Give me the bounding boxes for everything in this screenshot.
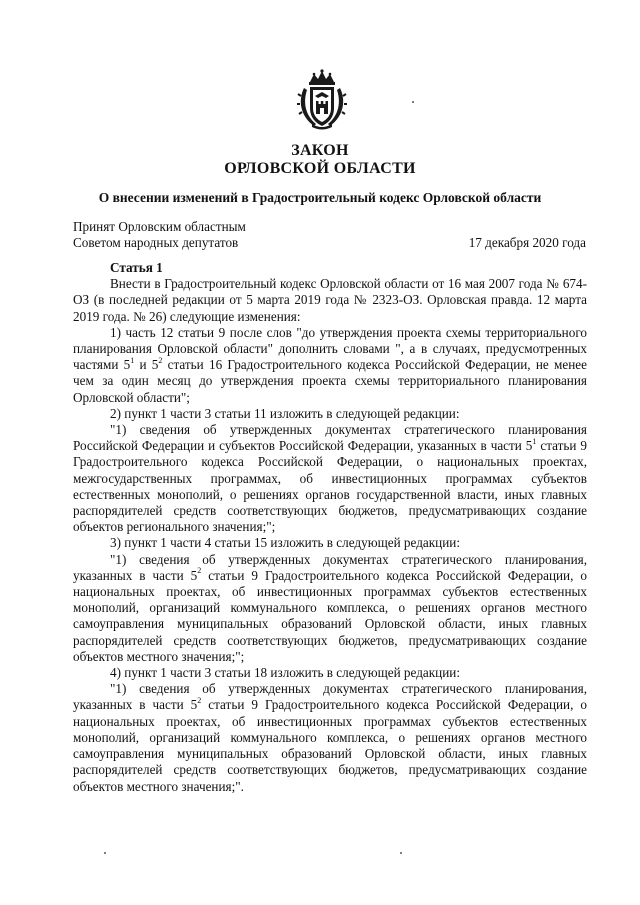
amendment-3-text: "1) сведения об утвержденных документах стратегического планирования, указанных в части $5^2$ статьи 9 Градостроительного кодекса Российской Федерации, о национальных проектах, об инвестиционных программах субъектов естественных монополий, организаций коммунального комплекса, о решениях органов местного самоуправления муниципальных образований Орловской области, иных главных распорядителей средств соответствующих бюджетов, предусматривающих создание объектов местного значения;"; xyxy=(73,551,588,664)
amendment-4: 4) пункт 1 части 3 статьи 18 изложить в следующей редакции: xyxy=(110,665,461,681)
amendment-1: 1) часть 12 статьи 9 после слов "до утверждения проекта схемы территориального планирования Орловской области" дополнить словами ", а в случаях, предусмотренных частями $5^1$ и $5^2$ статьи 16 Градостроительного кодекса Российской Федерации, не менее чем за один месяц до утверждения проекта схемы территориального планирования Орловской области"; xyxy=(73,324,587,405)
adoption-line-2: Советом народных депутатов xyxy=(73,235,239,250)
coat-of-arms-icon xyxy=(296,68,348,130)
scan-speck xyxy=(412,101,414,103)
article-heading: Статья 1 xyxy=(110,260,163,275)
scan-speck xyxy=(400,852,402,854)
article-intro: Внести в Градостроительный кодекс Орловской области от 16 мая 2007 года № 674-ОЗ (в последней редакции от 5 марта 2019 года № 2323-ОЗ. Орловская правда. 12 марта 2019 года. № 26) следующие изменения: xyxy=(73,276,587,324)
amendment-4-text: "1) сведения об утвержденных документах стратегического планирования, указанных в части $5^2$ статьи 9 Градостроительного кодекса Российской Федерации, о национальных проектах, об инвестиционных программах субъектов естественных монополий, организаций коммунального комплекса, о решениях органов местного самоуправления муниципальных образований Орловской области, иных главных распорядителей средств соответствующих бюджетов, предусматривающих создание объектов местного значения;". xyxy=(73,681,588,794)
amendment-2: 2) пункт 1 части 3 статьи 11 изложить в следующей редакции: xyxy=(110,405,460,421)
amendment-3: 3) пункт 1 части 4 статьи 15 изложить в следующей редакции: xyxy=(110,535,461,551)
adoption-block xyxy=(73,219,246,251)
law-title: ЗАКОН xyxy=(291,142,349,159)
law-subtitle: О внесении изменений в Градостроительный кодекс Орловской области xyxy=(98,190,542,205)
adoption-date: 17 декабря 2020 года xyxy=(468,235,586,250)
scan-speck xyxy=(104,852,106,854)
amendment-2-text: "1) сведения об утвержденных документах стратегического планирования Российской Федерации и субъектов Российской Федерации, указанных в части $5^1$ статьи 9 Градостроительного кодекса Российской Федерации, о национальных проектах, межгосударственных программах, об инвестиционных программах субъектов естественных монополий, о решениях органов государственной власти, иных главных распорядителей средств соответствующих бюджетов, предусматривающих создание объектов регионального значения;"; xyxy=(73,422,587,535)
article-body xyxy=(73,256,587,795)
law-region: ОРЛОВСКОЙ ОБЛАСТИ xyxy=(224,160,416,177)
adoption-line-1: Принят Орловским областным xyxy=(73,219,246,234)
